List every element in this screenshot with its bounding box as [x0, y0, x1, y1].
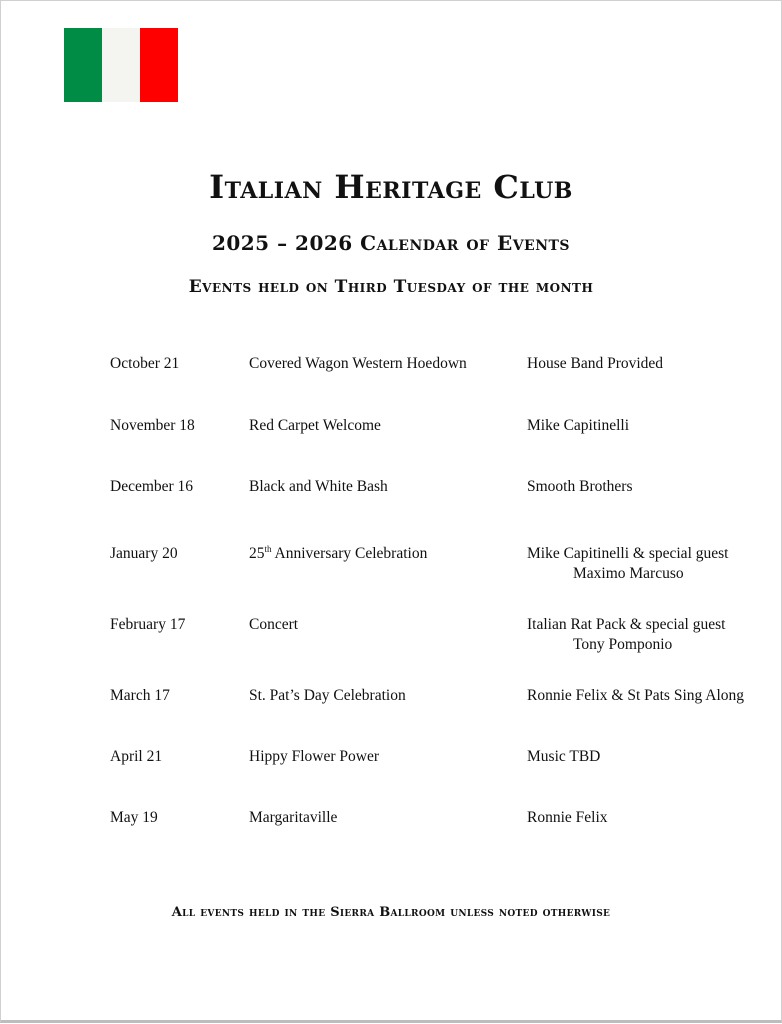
event-title: Concert — [249, 616, 299, 633]
calendar-title: 2025 – 2026 Calendar of Events — [211, 231, 571, 255]
event-music: Ronnie Felix — [527, 809, 608, 826]
event-music: Smooth Brothers — [527, 478, 633, 495]
event-title-number: 25 — [249, 545, 265, 562]
event-title — [249, 544, 527, 564]
event-music: House Band Provided — [527, 355, 664, 372]
event-row-february — [110, 615, 782, 686]
club-title: Italian Heritage Club — [209, 168, 573, 206]
event-music: Music TBD — [527, 748, 601, 765]
event-date: January 20 — [110, 545, 178, 562]
event-music-line-1: Mike Capitinelli & special guest — [527, 545, 729, 562]
event-date: February 17 — [110, 616, 186, 633]
event-title: Black and White Bash — [249, 478, 388, 495]
event-date: October 21 — [110, 355, 180, 372]
event-date: April 21 — [110, 748, 163, 765]
event-row-october — [110, 354, 782, 416]
footer-note: All events held in the Sierra Ballroom unless noted otherwise — [171, 905, 611, 920]
event-title: St. Pat’s Day Celebration — [249, 687, 406, 704]
event-date: March 17 — [110, 687, 170, 704]
events-table — [110, 354, 782, 848]
event-music-line-2: Tony Pomponio — [573, 636, 673, 653]
event-row-march — [110, 686, 782, 747]
event-music: Mike Capitinelli — [527, 417, 630, 434]
event-date: December 16 — [110, 478, 194, 495]
event-music — [527, 544, 782, 584]
italian-flag-icon — [64, 28, 178, 102]
event-row-december — [110, 477, 782, 544]
event-music-line-2: Maximo Marcuso — [573, 565, 684, 582]
events-held-note: Events held on Third Tuesday of the month — [188, 277, 594, 297]
flag-stripe-red — [140, 28, 178, 102]
event-row-january — [110, 544, 782, 615]
event-title-ordinal: th — [264, 543, 272, 554]
event-date: November 18 — [110, 417, 195, 434]
event-row-april — [110, 747, 782, 808]
event-title-text: Anniversary Celebration — [271, 545, 428, 562]
event-music — [527, 615, 782, 655]
event-title: Red Carpet Welcome — [249, 417, 381, 434]
event-row-november — [110, 416, 782, 477]
event-date: May 19 — [110, 809, 158, 826]
event-title: Hippy Flower Power — [249, 748, 380, 765]
event-music-line-1: Italian Rat Pack & special guest — [527, 616, 726, 633]
event-title: Margaritaville — [249, 809, 338, 826]
event-music: Ronnie Felix & St Pats Sing Along — [527, 687, 745, 704]
event-title: Covered Wagon Western Hoedown — [249, 355, 467, 372]
flag-stripe-green — [64, 28, 102, 102]
event-row-may — [110, 808, 782, 848]
flag-stripe-white — [102, 28, 140, 102]
